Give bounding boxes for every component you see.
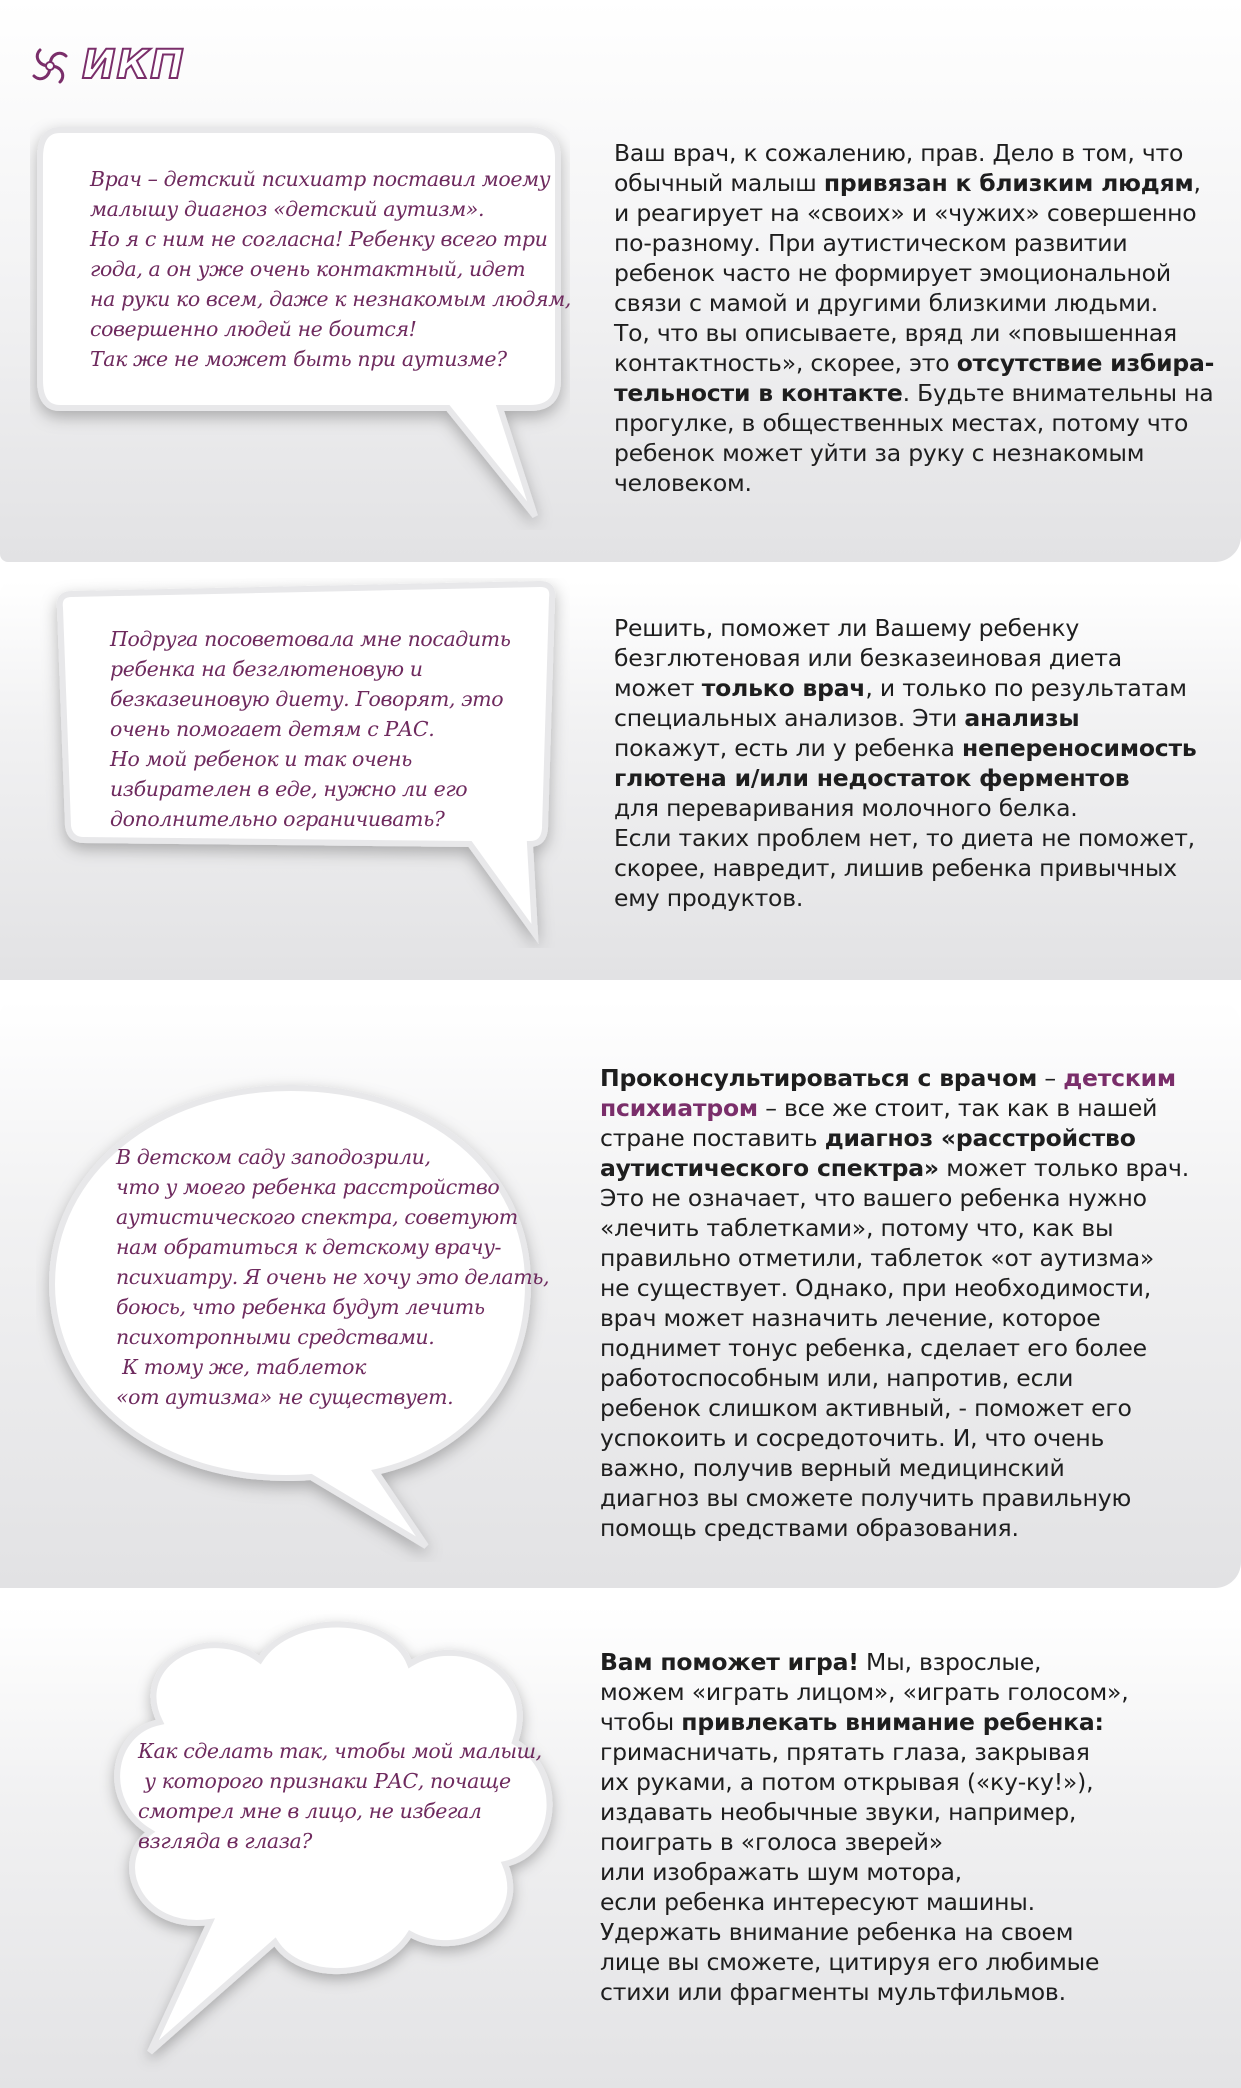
text-run: То, что вы описываете, вряд ли «повышенная [614, 319, 1177, 347]
text-run: поднимет тонус ребенка, сделает его более [600, 1334, 1147, 1362]
text-run: может только врач. [938, 1154, 1189, 1182]
question-line: смотрел мне в лицо, не избегал [138, 1799, 482, 1823]
answer-line [600, 1707, 1129, 1737]
question-line: аутистического спектра, советуют [116, 1205, 518, 1229]
question-line: ребенка на безглютеновую и [110, 657, 423, 681]
bold-phrase: тельности в контакте [614, 379, 903, 407]
text-run: или изображать шум мотора, [600, 1858, 962, 1886]
bold-phrase: непереносимость [961, 734, 1197, 762]
question-line: совершенно людей не боится! [90, 317, 417, 341]
answer-line [600, 1483, 1189, 1513]
answer-line [614, 168, 1214, 198]
text-run: человеком. [614, 469, 752, 497]
text-run: диагноз вы сможете получить правильную [600, 1484, 1132, 1512]
answer-line [614, 468, 1214, 498]
text-run: успокоить и сосредоточить. И, что очень [600, 1424, 1105, 1452]
answer-text-1 [614, 138, 1214, 498]
question-line: Но мой ребенок и так очень [110, 747, 412, 771]
answer-line [600, 1363, 1189, 1393]
answer-line [614, 823, 1197, 853]
answer-line [614, 763, 1197, 793]
question-line: у которого признаки РАС, почаще [138, 1769, 511, 1793]
answer-line [614, 883, 1197, 913]
answer-line [600, 1303, 1189, 1333]
answer-text-4 [600, 1647, 1129, 2007]
answer-line [600, 1183, 1189, 1213]
text-run: , и только по результатам [865, 674, 1187, 702]
text-run: обычный малыш [614, 169, 824, 197]
text-run: скорее, навредит, лишив ребенка привычных [614, 854, 1178, 882]
text-run: . Будьте внимательны на [902, 379, 1214, 407]
bold-phrase: аутистического спектра» [600, 1154, 939, 1182]
text-run: ему продуктов. [614, 884, 804, 912]
text-run: можем «играть лицом», «играть голосом», [600, 1678, 1129, 1706]
question-line: безказеиновую диету. Говорят, это [110, 687, 504, 711]
text-run: врач может назначить лечение, которое [600, 1304, 1101, 1332]
answer-line [600, 1213, 1189, 1243]
answer-line [600, 1737, 1129, 1767]
text-run: – все же стоит, так как в нашей [757, 1094, 1158, 1122]
text-run: , [1193, 169, 1201, 197]
text-run: лице вы сможете, цитируя его любимые [600, 1948, 1100, 1976]
text-run: Решить, поможет ли Вашему ребенку [614, 614, 1080, 642]
text-run: издавать необычные звуки, например, [600, 1798, 1077, 1826]
logo-text: ИКП [82, 42, 185, 88]
answer-line [600, 1917, 1129, 1947]
question-line: Подруга посоветовала мне посадить [110, 627, 511, 651]
text-run: покажут, есть ли у ребенка [614, 734, 962, 762]
answer-line [600, 1453, 1189, 1483]
text-run: ребенок слишком активный, - поможет его [600, 1394, 1132, 1422]
question-line: избирателен в еде, нужно ли его [110, 777, 468, 801]
answer-line [614, 438, 1214, 468]
question-line: очень помогает детям с РАС. [110, 717, 435, 741]
text-run: если ребенка интересуют машины. [600, 1888, 1035, 1916]
text-run: гримасничать, прятать глаза, закрывая [600, 1738, 1090, 1766]
text-run: не существует. Однако, при необходимости, [600, 1274, 1151, 1302]
answer-line [600, 1063, 1189, 1093]
question-text-4 [138, 1736, 542, 1856]
highlight-phrase: детским [1063, 1064, 1176, 1092]
question-line: «от аутизма» не существует. [116, 1385, 454, 1409]
swirl-logo-icon [30, 46, 70, 86]
answer-line [600, 1977, 1129, 2007]
question-line: психиатру. Я очень не хочу это делать, [116, 1265, 550, 1289]
answer-line [600, 1887, 1129, 1917]
question-line: малышу диагноз «детский аутизм». [90, 197, 485, 221]
text-run: для переваривания молочного белка. [614, 794, 1078, 822]
question-text-2 [110, 624, 510, 834]
answer-line [614, 198, 1214, 228]
text-run: ребенок может уйти за руку с незнакомым [614, 439, 1145, 467]
answer-line [614, 853, 1197, 883]
text-run: поиграть в «голоса зверей» [600, 1828, 943, 1856]
answer-line [600, 1123, 1189, 1153]
answer-line [600, 1677, 1129, 1707]
text-run: может [614, 674, 702, 702]
text-run: «лечить таблетками», потому что, как вы [600, 1214, 1114, 1242]
question-line: Врач – детский психиатр поставил моему [90, 167, 551, 191]
question-text-1 [90, 164, 571, 374]
text-run: правильно отметили, таблеток «от аутизма» [600, 1244, 1155, 1272]
answer-line [600, 1767, 1129, 1797]
question-line: боюсь, что ребенка будут лечить [116, 1295, 485, 1319]
question-line: психотропными средствами. [116, 1325, 435, 1349]
answer-line [600, 1333, 1189, 1363]
text-run: их руками, а потом открывая («ку-ку!»), [600, 1768, 1094, 1796]
answer-line [614, 288, 1214, 318]
text-run: связи с мамой и другими близкими людьми. [614, 289, 1159, 317]
bold-phrase: диагноз «расстройство [824, 1124, 1136, 1152]
question-line: что у моего ребенка расстройство [116, 1175, 500, 1199]
bold-phrase: анализы [964, 704, 1080, 732]
answer-line [600, 1647, 1129, 1677]
text-run: чтобы [600, 1708, 682, 1736]
answer-line [600, 1513, 1189, 1543]
answer-line [614, 228, 1214, 258]
question-line: на руки ко всем, даже к незнакомым людям, [90, 287, 571, 311]
text-run: Это не означает, что вашего ребенка нужно [600, 1184, 1147, 1212]
answer-line [614, 703, 1197, 733]
text-run: – [1037, 1064, 1064, 1092]
text-run: Удержать внимание ребенка на своем [600, 1918, 1074, 1946]
answer-line [614, 258, 1214, 288]
text-run: стихи или фрагменты мультфильмов. [600, 1978, 1066, 2006]
answer-line [614, 673, 1197, 703]
question-line: Так же не может быть при аутизме? [90, 347, 507, 371]
question-line: нам обратиться к детскому врачу- [116, 1235, 502, 1259]
answer-line [614, 408, 1214, 438]
text-run: по-разному. При аутистическом развитии [614, 229, 1128, 257]
text-run: Мы, взрослые, [858, 1648, 1042, 1676]
text-run: безглютеновая или безказеиновая диета [614, 644, 1122, 672]
answer-line [614, 793, 1197, 823]
answer-line [614, 378, 1214, 408]
answer-line [600, 1947, 1129, 1977]
question-line: Как сделать так, чтобы мой малыш, [138, 1739, 542, 1763]
text-run: специальных анализов. Эти [614, 704, 965, 732]
answer-line [600, 1827, 1129, 1857]
question-line: года, а он уже очень контактный, идет [90, 257, 526, 281]
bold-phrase: глютена и/или недостаток ферментов [614, 764, 1130, 792]
answer-text-3 [600, 1063, 1189, 1543]
answer-text-2 [614, 613, 1197, 913]
answer-line [600, 1243, 1189, 1273]
answer-line [600, 1153, 1189, 1183]
question-line: взгляда в глаза? [138, 1829, 312, 1853]
text-run: прогулке, в общественных местах, потому что [614, 409, 1189, 437]
answer-line [600, 1423, 1189, 1453]
answer-line [600, 1093, 1189, 1123]
answer-line [614, 733, 1197, 763]
answer-line [600, 1857, 1129, 1887]
answer-line [600, 1797, 1129, 1827]
question-line: К тому же, таблеток [116, 1355, 366, 1379]
text-run: важно, получив верный медицинский [600, 1454, 1065, 1482]
question-line: Но я с ним не согласна! Ребенку всего три [90, 227, 548, 251]
question-line: В детском саду заподозрили, [116, 1145, 431, 1169]
bold-phrase: Проконсультироваться с врачом [600, 1064, 1038, 1092]
question-line: дополнительно ограничивать? [110, 807, 445, 831]
bold-phrase: привлекать внимание ребенка: [681, 1708, 1104, 1736]
text-run: контактность», скорее, это [614, 349, 957, 377]
answer-line [614, 348, 1214, 378]
answer-line [600, 1273, 1189, 1303]
answer-line [600, 1393, 1189, 1423]
answer-line [614, 613, 1197, 643]
text-run: стране поставить [600, 1124, 825, 1152]
bold-phrase: Вам поможет игра! [600, 1648, 859, 1676]
answer-line [614, 138, 1214, 168]
text-run: работоспособным или, напротив, если [600, 1364, 1074, 1392]
answer-line [614, 643, 1197, 673]
bold-phrase: привязан к близким людям [823, 169, 1194, 197]
highlight-phrase: психиатром [600, 1094, 758, 1122]
logo [30, 44, 190, 88]
text-run: ребенок часто не формирует эмоциональной [614, 259, 1171, 287]
question-text-3 [116, 1142, 549, 1412]
text-run: помощь средствами образования. [600, 1514, 1019, 1542]
text-run: и реагирует на «своих» и «чужих» совершенно [614, 199, 1197, 227]
bold-phrase: отсутствие избира- [956, 349, 1215, 377]
text-run: Если таких проблем нет, то диета не поможет, [614, 824, 1195, 852]
answer-line [614, 318, 1214, 348]
text-run: Ваш врач, к сожалению, прав. Дело в том, что [614, 139, 1184, 167]
bold-phrase: только врач [701, 674, 866, 702]
